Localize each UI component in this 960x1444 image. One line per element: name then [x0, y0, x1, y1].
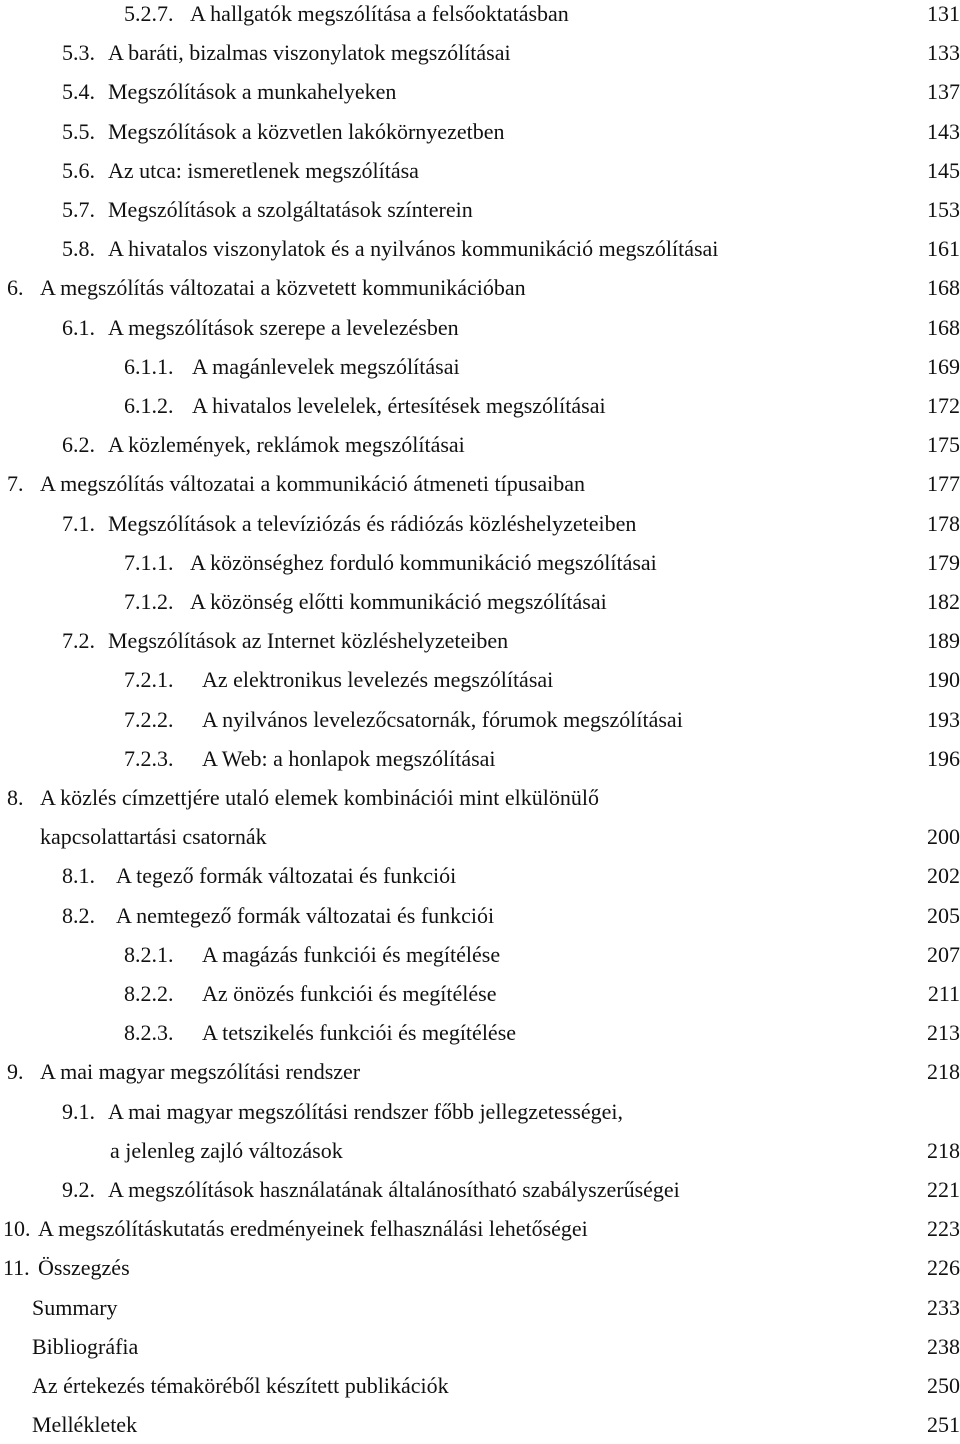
toc-entry-title: A nemtegező formák változatai és funkciói: [116, 902, 495, 928]
toc-entry-title: A magánlevelek megszólításai: [192, 353, 460, 379]
toc-entry-title: A mai magyar megszólítási rendszer: [40, 1059, 361, 1085]
toc-entry-number: 6.1.2.: [124, 393, 174, 418]
toc-entry-number: 11.: [3, 1255, 30, 1281]
toc-entry: [0, 700, 960, 739]
toc-entry-number: 5.6.: [62, 157, 95, 183]
toc-entry-page: 153: [927, 197, 960, 222]
toc-entry-number: 8.2.1.: [124, 941, 174, 967]
toc-entry-page: 131: [927, 1, 960, 26]
toc-entry-number: 5.5.: [62, 118, 95, 144]
toc-entry-page: 211: [927, 981, 960, 1006]
toc-entry: [0, 1366, 960, 1405]
toc-entry-page: 189: [927, 628, 960, 654]
toc-entry-title: Bibliográfia: [32, 1333, 139, 1359]
toc-entry-title: Az elektronikus levelezés megszólításai: [202, 667, 554, 693]
toc-entry: [0, 347, 960, 386]
toc-entry-page: 200: [927, 824, 960, 850]
toc-entry-number: 9.: [7, 1059, 24, 1085]
toc-entry-title: A tegező formák változatai és funkciói: [116, 863, 457, 889]
toc-entry: [0, 817, 960, 856]
toc-entry: [0, 1170, 960, 1209]
toc-entry: [0, 0, 960, 33]
toc-entry: [0, 386, 960, 425]
toc-entry-title: Összegzés: [38, 1255, 130, 1281]
toc-entry-number: 7.1.2.: [124, 589, 174, 614]
toc-entry-number: 6.: [7, 275, 24, 301]
toc-entry-title: A baráti, bizalmas viszonylatok megszólításai: [108, 40, 511, 66]
toc-entry-page: 178: [927, 510, 960, 536]
toc-entry: [0, 739, 960, 778]
toc-entry-page: 193: [927, 706, 960, 732]
toc-entry-page: 175: [927, 432, 960, 458]
toc-entry-title: A megszólítások használatának általánosítható szabályszerűségei: [108, 1177, 680, 1202]
toc-entry: [0, 425, 960, 464]
toc-entry: [0, 621, 960, 660]
toc-entry-page: 161: [927, 236, 960, 262]
toc-entry-page: 218: [927, 1137, 960, 1163]
toc-entry: [0, 229, 960, 268]
toc-entry-page: 205: [927, 902, 960, 928]
toc-entry-number: 5.8.: [62, 236, 95, 262]
toc-entry-title: Megszólítások a közvetlen lakókörnyezetben: [108, 118, 505, 144]
toc-entry: [0, 1052, 960, 1091]
toc-entry: [0, 151, 960, 190]
toc-entry: [0, 72, 960, 111]
toc-entry-page: 179: [927, 549, 960, 575]
toc-entry-page: 168: [927, 275, 960, 301]
toc-entry-page: 218: [927, 1059, 960, 1085]
toc-entry: [0, 1288, 960, 1327]
toc-entry-number: 5.2.7.: [124, 1, 174, 26]
toc-entry-number: 7.: [7, 471, 24, 497]
toc-entry-number: 8.1.: [62, 863, 95, 889]
toc-entry: [0, 112, 960, 151]
toc-entry-page: 137: [927, 79, 960, 105]
toc-entry-page: 238: [927, 1333, 960, 1359]
toc-entry: [0, 1327, 960, 1366]
toc-entry-number: 7.1.1.: [124, 549, 174, 575]
toc-entry-number: 9.1.: [62, 1098, 95, 1124]
toc-entry-number: 8.: [7, 785, 24, 810]
toc-entry: [0, 1405, 960, 1444]
toc-entry-number: 7.2.: [62, 628, 95, 654]
toc-entry-page: 177: [927, 471, 960, 497]
toc-entry-number: 6.1.: [62, 314, 95, 340]
toc-entry-title: Az utca: ismeretlenek megszólítása: [108, 157, 419, 183]
toc-entry-number: 6.1.1.: [124, 353, 174, 379]
toc-entry-number: 9.2.: [62, 1177, 95, 1202]
toc-entry-title: A Web: a honlapok megszólításai: [202, 745, 496, 771]
toc-entry-title: A hivatalos viszonylatok és a nyilvános kommunikáció megszólításai: [108, 236, 719, 262]
toc-entry-title: A közönség előtti kommunikáció megszólításai: [190, 589, 607, 614]
toc-entry-title: Mellékletek: [32, 1412, 138, 1438]
toc-entry-page: 233: [927, 1294, 960, 1320]
toc-entry-page: 168: [927, 314, 960, 340]
toc-entry-title: kapcsolattartási csatornák: [40, 824, 267, 850]
toc-entry: [0, 778, 960, 817]
toc-entry-number: 6.2.: [62, 432, 95, 458]
toc-entry-title: A megszólításkutatás eredményeinek felhasználási lehetőségei: [38, 1216, 588, 1242]
toc-entry-page: 172: [927, 393, 960, 418]
toc-entry-number: 7.2.1.: [124, 667, 174, 693]
toc-entry: [0, 504, 960, 543]
toc-entry-number: 8.2.: [62, 902, 95, 928]
toc-entry-title: A megszólítás változatai a kommunikáció átmeneti típusaiban: [40, 471, 585, 497]
toc-entry-page: 250: [927, 1373, 960, 1398]
toc-entry: [0, 543, 960, 582]
toc-entry: [0, 308, 960, 347]
toc-entry: [0, 464, 960, 503]
toc-entry-page: 196: [927, 745, 960, 771]
toc-entry: [0, 1013, 960, 1052]
toc-entry: [0, 1092, 960, 1131]
toc-entry-page: 143: [927, 118, 960, 144]
toc-entry-title: A közönséghez forduló kommunikáció megszólításai: [190, 549, 657, 575]
toc-entry-page: 202: [927, 863, 960, 889]
toc-entry-title: Az önözés funkciói és megítélése: [202, 981, 497, 1006]
toc-entry-title: a jelenleg zajló változások: [110, 1137, 343, 1163]
toc-entry-page: 251: [927, 1412, 960, 1438]
toc-entry: [0, 33, 960, 72]
toc-entry: [0, 974, 960, 1013]
toc-entry-number: 5.3.: [62, 40, 95, 66]
toc-entry-number: 8.2.2.: [124, 981, 174, 1006]
toc-entry-title: Az értekezés témaköréből készített publikációk: [32, 1373, 449, 1398]
toc-entry-title: A mai magyar megszólítási rendszer főbb jellegzetességei,: [108, 1098, 623, 1124]
toc-entry: [0, 1131, 960, 1170]
toc-entry: [0, 660, 960, 699]
toc-entry-page: 145: [927, 157, 960, 183]
toc-entry-title: A magázás funkciói és megítélése: [202, 941, 501, 967]
toc-entry-page: 190: [927, 667, 960, 693]
toc-entry-title: A megszólítások szerepe a levelezésben: [108, 314, 459, 340]
toc-entry-page: 169: [927, 353, 960, 379]
toc-entry-number: 7.1.: [62, 510, 95, 536]
toc-entry-title: Megszólítások az Internet közléshelyzeteiben: [108, 628, 509, 654]
toc-entry-title: A tetszikelés funkciói és megítélése: [202, 1020, 517, 1046]
toc-entry-title: A közlemények, reklámok megszólításai: [108, 432, 465, 458]
toc-entry: [0, 935, 960, 974]
toc-entry: [0, 268, 960, 307]
toc-entry-title: A nyilvános levelezőcsatornák, fórumok megszólításai: [202, 706, 683, 732]
toc-entry: [0, 896, 960, 935]
toc-entry-title: Megszólítások a televíziózás és rádiózás közléshelyzeteiben: [108, 510, 637, 536]
toc-entry-page: 213: [927, 1020, 960, 1046]
toc-entry-page: 226: [927, 1255, 960, 1281]
toc-entry-number: 10.: [3, 1216, 31, 1242]
toc-entry-page: 207: [927, 941, 960, 967]
toc-entry-title: A hallgatók megszólítása a felsőoktatásban: [190, 1, 569, 26]
toc-entry-page: 223: [927, 1216, 960, 1242]
toc-entry-number: 7.2.2.: [124, 706, 174, 732]
toc-entry: [0, 1209, 960, 1248]
toc-entry-title: Megszólítások a munkahelyeken: [108, 79, 397, 105]
toc-entry-title: A hivatalos levelelek, értesítések megszólításai: [192, 393, 606, 418]
toc-entry-title: Summary: [32, 1294, 118, 1320]
toc-entry-page: 221: [927, 1177, 960, 1202]
toc-entry: [0, 1248, 960, 1287]
toc-entry-page: 182: [927, 589, 960, 614]
toc-entry-page: 133: [927, 40, 960, 66]
toc-entry-title: A közlés címzettjére utaló elemek kombinációi mint elkülönülő: [40, 785, 600, 810]
toc-entry: [0, 856, 960, 895]
toc-entry-number: 5.7.: [62, 197, 95, 222]
toc-entry-number: 5.4.: [62, 79, 95, 105]
toc-entry-title: A megszólítás változatai a közvetett kommunikációban: [40, 275, 526, 301]
toc-entry-number: 7.2.3.: [124, 745, 174, 771]
toc-entry: [0, 190, 960, 229]
toc-entry-number: 8.2.3.: [124, 1020, 174, 1046]
toc-entry-title: Megszólítások a szolgáltatások színterein: [108, 197, 473, 222]
toc-entry: [0, 582, 960, 621]
